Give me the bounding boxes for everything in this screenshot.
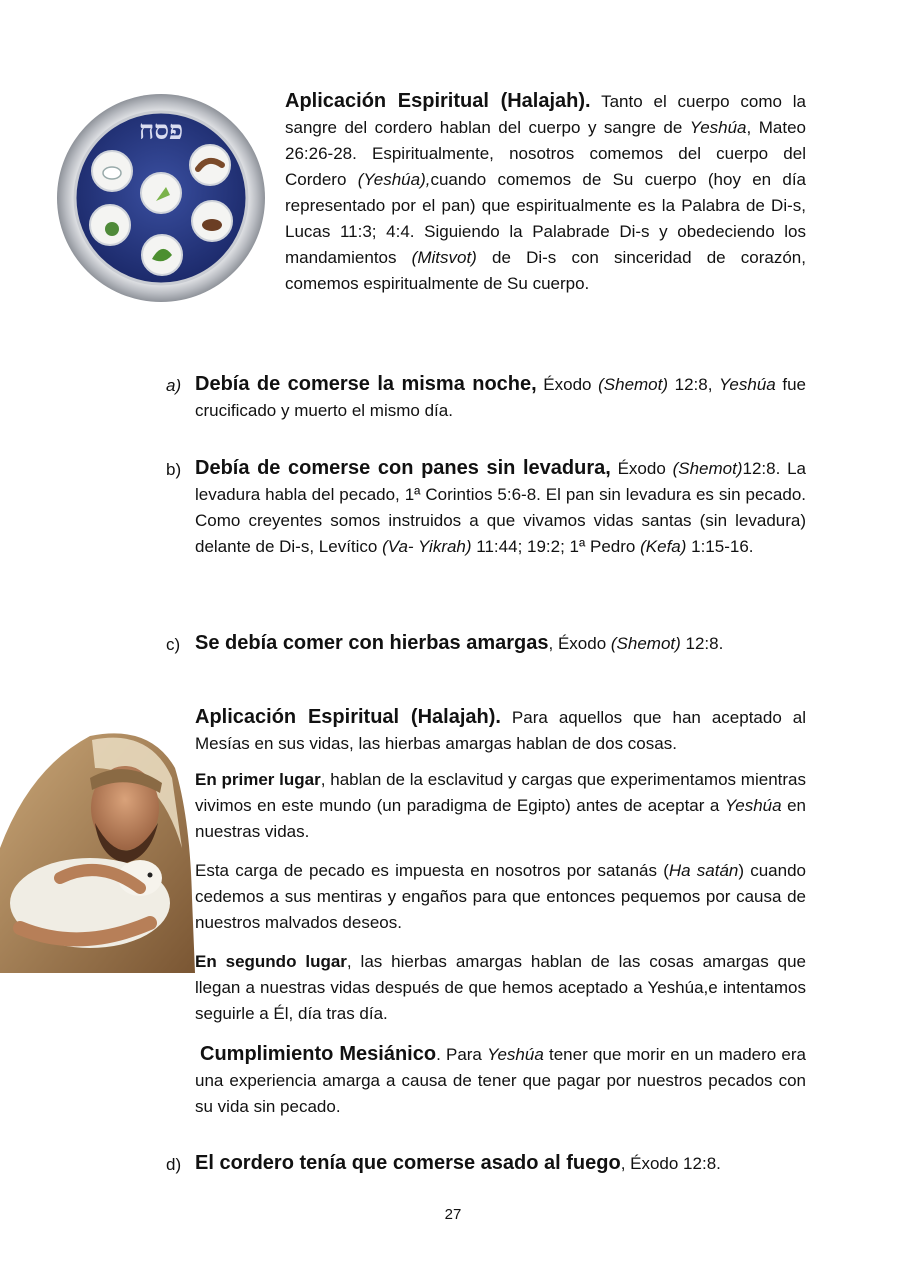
list-item-text	[195, 1150, 806, 1177]
intro-text: Tanto el cuerpo como la sangre del cordero hablan del cuerpo y sangre de	[285, 92, 806, 137]
second-point-label: En segundo lugar	[195, 952, 347, 971]
intro-italic: Yeshúa	[689, 118, 747, 137]
item-text: 11:44; 19:2; 1ª Pedro	[471, 537, 641, 556]
messianic-paragraph	[195, 1041, 806, 1120]
burden-text: ) cuando cedemos a sus mentiras y engaños para que entonces pequemos por causa de nuestros malvados deseos.	[195, 861, 806, 932]
intro-text: , Mateo 26:26-28. Espiritualmente, nosotros comemos del cuerpo del Cordero	[285, 118, 806, 189]
list-item-text	[195, 371, 806, 424]
list-item-d	[166, 1150, 806, 1177]
intro-text: cuando comemos de Su cuerpo (hoy en día representado por el pan) que espiritualmente es la Palabra de Di-s, Lucas 11:3; 4:4. Siguiendo la Palabrade Di-s y obedeciendo los mandamientos	[285, 170, 807, 267]
list-item-c	[166, 630, 806, 657]
messianic-heading: Cumplimiento Mesiánico	[200, 1043, 437, 1065]
item-italic: (Va- Yikrah)	[382, 537, 472, 556]
item-text: 1:15-16.	[686, 537, 754, 556]
list-item-heading: Se debía comer con hierbas amargas	[195, 632, 549, 654]
intro-text: de Di-s con sinceridad de corazón, comemos espiritualmente de Su cuerpo.	[285, 248, 806, 293]
plate-hebrew-title: פסח	[138, 116, 184, 146]
messianic-text: . Para	[436, 1045, 488, 1064]
list-item-text	[195, 630, 806, 657]
first-point-paragraph	[195, 767, 806, 845]
item-text: fue crucificado y muerto el mismo día.	[195, 375, 806, 420]
item-text: 12:8. La levadura habla del pecado, 1ª Corintios 5:6-8. El pan sin levadura es sin pecado. Como creyentes somos instruidos a que vivamos vidas santas (sin levadura) delante de Di-s, Levítico	[195, 459, 806, 556]
page-number: 27	[444, 1206, 462, 1223]
first-point-text: en nuestras vidas.	[195, 796, 806, 841]
intro-heading: Aplicación Espiritual (Halajah).	[285, 90, 591, 112]
list-item-heading: Debía de comerse con panes sin levadura,	[195, 457, 611, 479]
seder-plate-icon	[56, 93, 266, 303]
intro-paragraph	[285, 88, 806, 297]
item-text: 12:8,	[668, 375, 720, 394]
burden-text: Esta carga de pecado es impuesta en nosotros por satanás (	[195, 861, 669, 880]
item-text: Éxodo	[610, 459, 673, 478]
item-text: Éxodo	[536, 375, 599, 394]
list-item-a	[166, 371, 806, 424]
list-item-b	[166, 455, 806, 560]
item-italic: Yeshúa	[719, 375, 776, 394]
item-text: , Éxodo	[548, 634, 611, 653]
item-italic: (Shemot)	[598, 375, 669, 394]
intro-italic: (Mitsvot)	[411, 248, 477, 267]
item-italic: (Shemot)	[610, 634, 681, 653]
shepherd-with-lamb-icon	[0, 728, 200, 973]
intro-italic: (Yeshúa),	[357, 170, 431, 189]
first-point-text: , hablan de la esclavitud y cargas que experimentamos mientras vivimos en este mundo (un paradigma de Egipto) antes de aceptar a	[195, 770, 806, 815]
list-marker: c)	[166, 635, 181, 654]
second-point-text: , las hierbas amargas hablan de las cosas amargas que llegan a nuestras vidas después de que hemos aceptado a Yeshúa,e intentamos seguirle a Él, día tras día.	[195, 952, 806, 1023]
messianic-text: tener que morir en un madero era una experiencia amarga a causa de tener que pagar por nuestros pecados con su vida sin pecado.	[195, 1045, 806, 1116]
burden-paragraph	[195, 858, 806, 936]
first-point-italic: Yeshúa	[724, 796, 782, 815]
first-point-label: En primer lugar	[195, 770, 321, 789]
application-text: Para aquellos que han aceptado al Mesías en sus vidas, las hierbas amargas hablan de dos cosas.	[195, 708, 807, 753]
burden-italic: Ha satán	[668, 861, 739, 880]
item-text: , Éxodo 12:8.	[620, 1154, 721, 1173]
list-marker: d)	[166, 1155, 182, 1174]
list-item-text	[195, 455, 806, 560]
application-heading: Aplicación Espiritual (Halajah).	[195, 706, 501, 728]
messianic-italic: Yeshúa	[487, 1045, 544, 1064]
list-marker: b)	[166, 460, 182, 479]
item-italic: (Shemot)	[672, 459, 743, 478]
list-item-heading: Debía de comerse la misma noche,	[195, 373, 537, 395]
item-italic: (Kefa)	[640, 537, 687, 556]
item-text: 12:8.	[680, 634, 724, 653]
second-point-paragraph	[195, 949, 806, 1027]
list-marker: a)	[166, 376, 182, 395]
application-paragraph	[195, 704, 806, 757]
list-item-heading: El cordero tenía que comerse asado al fuego	[195, 1152, 621, 1174]
